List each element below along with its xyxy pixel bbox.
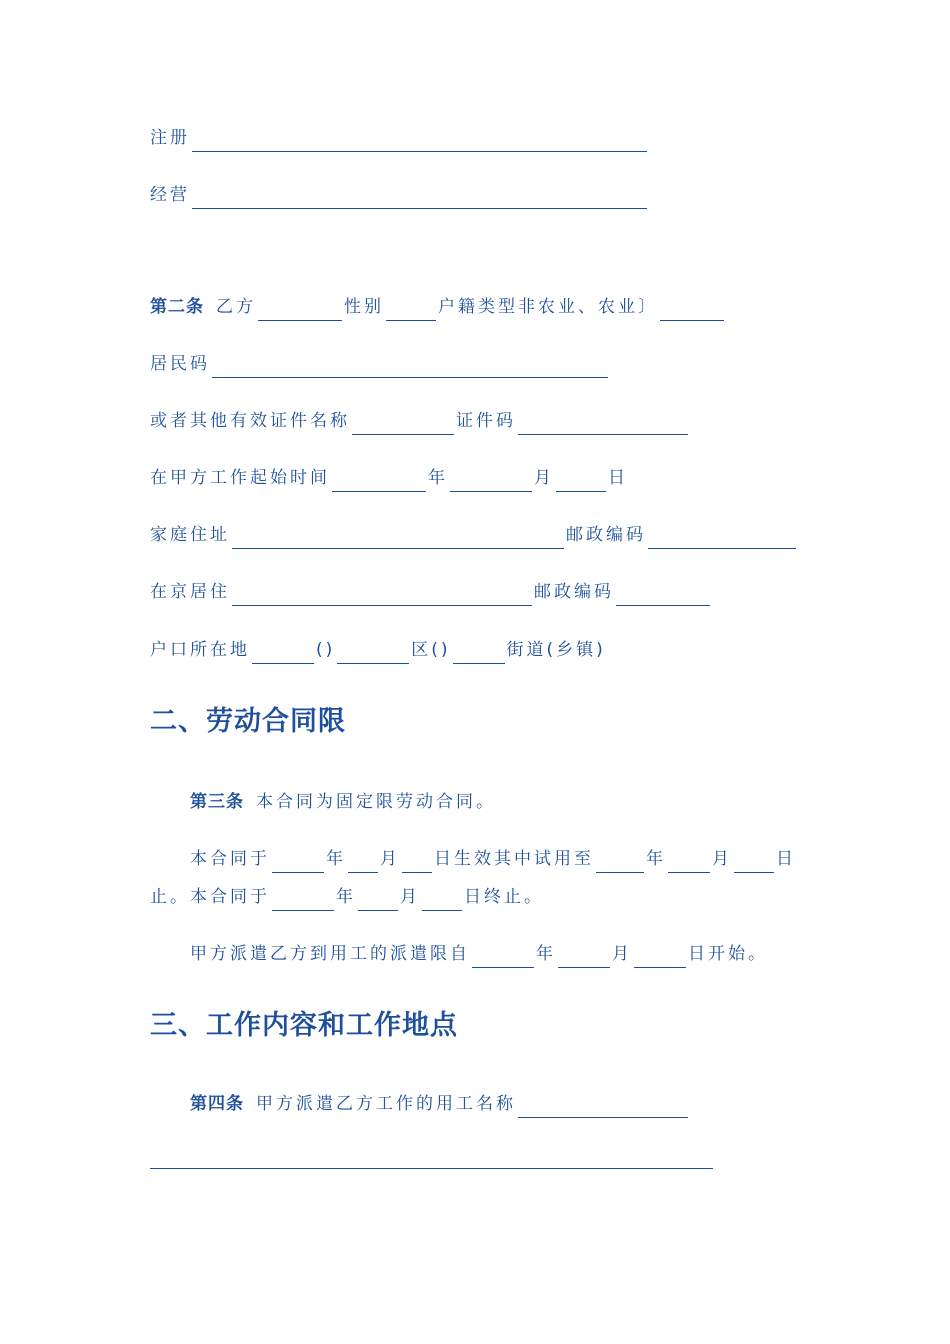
label-qita: 或者其他有效证件名称: [150, 411, 350, 431]
label-jingying: 经营: [150, 185, 190, 205]
blank-field[interactable]: [472, 947, 534, 968]
text: 月: [612, 944, 632, 964]
label-paren: (): [316, 640, 336, 660]
blank-field[interactable]: [518, 414, 688, 435]
blank-field[interactable]: [450, 471, 532, 492]
text: 月: [380, 849, 400, 869]
label-qu: 区(): [411, 640, 451, 660]
blank-field[interactable]: [192, 131, 647, 152]
article-4-label: 第四条: [190, 1094, 244, 1114]
blank-field[interactable]: [212, 357, 608, 378]
blank-field[interactable]: [232, 585, 532, 606]
blank-field[interactable]: [272, 852, 324, 873]
text: 日开始。: [688, 944, 768, 964]
blank-field[interactable]: [422, 890, 462, 911]
blank-field[interactable]: [272, 890, 334, 911]
text: 月: [400, 887, 420, 907]
label-ri: 日: [608, 468, 628, 488]
text: 本合同于: [190, 849, 270, 869]
blank-field[interactable]: [596, 852, 644, 873]
label-huji: 户籍类型非农业、农业〕: [438, 297, 658, 317]
text: 日终止。: [464, 887, 544, 907]
hukou-line: [150, 636, 606, 664]
label-jiedao: 街道(乡镇): [506, 640, 606, 660]
beijing-address-line: [150, 578, 712, 606]
label-zaijing: 在京居住: [150, 582, 230, 602]
blank-field[interactable]: [660, 300, 724, 321]
blank-field[interactable]: [358, 890, 398, 911]
label-yue: 月: [534, 468, 554, 488]
blank-field[interactable]: [348, 852, 378, 873]
contract-term-line-1: [190, 845, 796, 873]
label-jiating: 家庭住址: [150, 525, 230, 545]
blank-field[interactable]: [252, 643, 314, 664]
home-address-line: [150, 521, 798, 549]
label-jumin: 居民码: [150, 354, 210, 374]
article-4-line: [190, 1090, 690, 1118]
dispatch-term-line: [190, 940, 768, 968]
contract-term-line-2: [150, 883, 544, 911]
business-address-line: [150, 181, 649, 209]
blank-field[interactable]: [734, 852, 774, 873]
blank-field[interactable]: [232, 528, 564, 549]
text: 甲方派遣乙方到用工的派遣限自: [190, 944, 470, 964]
text: 日: [776, 849, 796, 869]
text: 止。本合同于: [150, 887, 270, 907]
blank-field[interactable]: [386, 300, 436, 321]
blank-field[interactable]: [352, 414, 454, 435]
label-zhuce: 注册: [150, 128, 190, 148]
blank-field-full-line[interactable]: [150, 1168, 713, 1169]
section-3-heading: 三、工作内容和工作地点: [150, 1010, 458, 1041]
text: 月: [712, 849, 732, 869]
article-2-label: 第二条: [150, 297, 204, 317]
section-2-heading: 二、劳动合同限: [150, 706, 346, 737]
label-xingbie: 性别: [344, 297, 384, 317]
blank-field[interactable]: [258, 300, 342, 321]
blank-field[interactable]: [556, 471, 606, 492]
text: 年: [326, 849, 346, 869]
article-3-text: 本合同为固定限劳动合同。: [256, 792, 496, 812]
blank-field[interactable]: [518, 1097, 688, 1118]
text: 年: [646, 849, 666, 869]
label-qishi: 在甲方工作起始时间: [150, 468, 330, 488]
blank-field[interactable]: [192, 188, 647, 209]
blank-field[interactable]: [616, 585, 710, 606]
label-hukou: 户口所在地: [150, 640, 250, 660]
start-date-line: [150, 464, 628, 492]
blank-field[interactable]: [337, 643, 409, 664]
text: 年: [536, 944, 556, 964]
text: 年: [336, 887, 356, 907]
resident-id-line: [150, 350, 610, 378]
label-yifang: 乙方: [216, 297, 256, 317]
label-youzheng: 邮政编码: [566, 525, 646, 545]
blank-field[interactable]: [634, 947, 686, 968]
blank-field[interactable]: [402, 852, 432, 873]
other-id-line: [150, 407, 690, 435]
article-3-line: [190, 788, 496, 816]
article-2-line: [150, 293, 726, 321]
blank-field[interactable]: [648, 528, 796, 549]
text: 日生效其中试用至: [434, 849, 594, 869]
blank-field[interactable]: [668, 852, 710, 873]
label-youzheng2: 邮政编码: [534, 582, 614, 602]
label-nian: 年: [428, 468, 448, 488]
blank-field[interactable]: [453, 643, 505, 664]
registered-address-line: [150, 124, 649, 152]
blank-field[interactable]: [558, 947, 610, 968]
article-4-text: 甲方派遣乙方工作的用工名称: [256, 1094, 516, 1114]
blank-field[interactable]: [332, 471, 426, 492]
article-3-label: 第三条: [190, 792, 244, 812]
label-zhengjian: 证件码: [456, 411, 516, 431]
